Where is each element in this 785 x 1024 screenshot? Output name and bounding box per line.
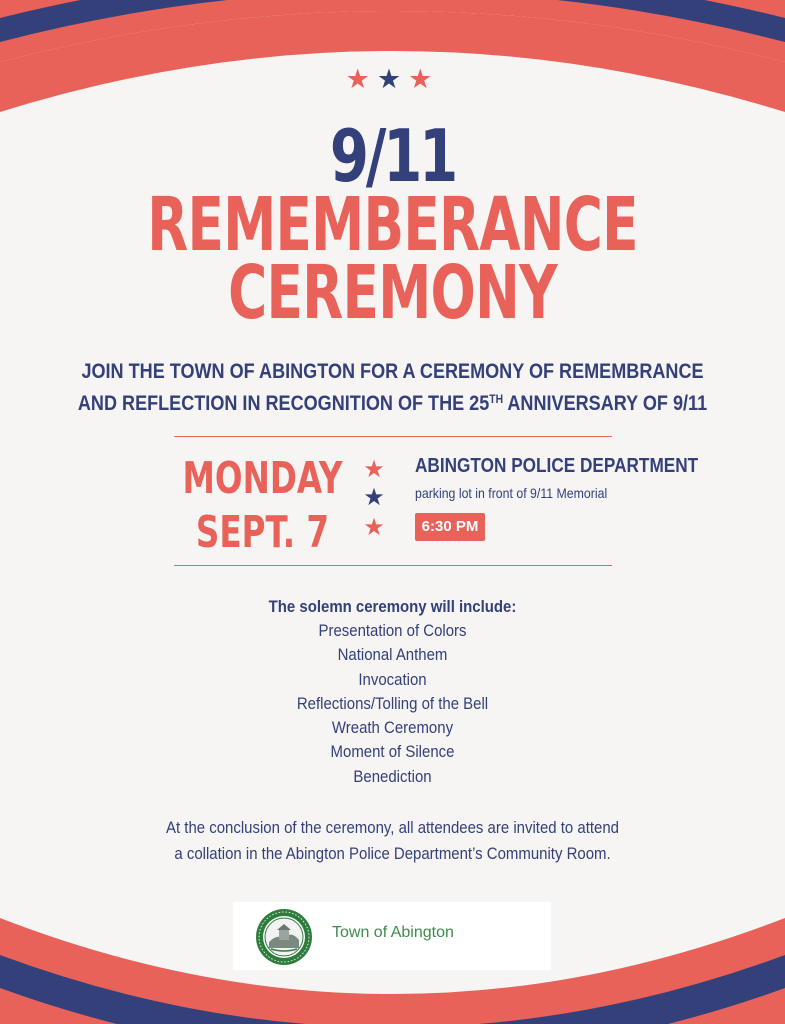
list-item: Invocation xyxy=(358,669,427,689)
closing-text xyxy=(47,815,738,867)
list-item: National Anthem xyxy=(337,645,448,665)
divider-bottom xyxy=(174,565,612,566)
title-ceremony: CEREMONY xyxy=(228,250,557,336)
star-icon: ★ xyxy=(363,514,385,541)
program-heading: The solemn ceremony will include: xyxy=(268,597,517,616)
venue-location: parking lot in front of 9/11 Memorial xyxy=(415,485,608,501)
star-icon: ★ xyxy=(363,456,385,483)
star-icon: ★ xyxy=(408,64,440,94)
event-day: MONDAY xyxy=(182,453,343,504)
list-item: Presentation of Colors xyxy=(318,621,467,640)
intro-text xyxy=(55,356,730,420)
top-stars xyxy=(0,66,785,93)
town-logo xyxy=(233,902,551,970)
event-date-text: SEPT. 7 xyxy=(195,507,330,558)
list-item: Wreath Ceremony xyxy=(331,718,454,738)
venue-name: ABINGTON POLICE DEPARTMENT xyxy=(415,455,699,477)
list-item: Reflections/Tolling of the Bell xyxy=(296,693,489,713)
time-badge: 6:30 PM xyxy=(415,513,485,541)
town-name: Town of Abington xyxy=(332,924,454,941)
star-icon: ★ xyxy=(345,64,377,94)
town-seal-icon xyxy=(255,908,313,966)
title-911: 9/11 xyxy=(329,114,456,198)
title-rememberance: REMEMBERANCE xyxy=(147,182,638,268)
list-item: Moment of Silence xyxy=(330,742,455,762)
divider-top xyxy=(174,436,612,437)
star-icon: ★ xyxy=(363,484,385,511)
program-list xyxy=(0,595,785,789)
event-date xyxy=(179,452,346,560)
closing-line-1: At the conclusion of the ceremony, all attendees are invited to attend xyxy=(166,818,619,837)
closing-line-2: a collation in the Abington Police Department’s Community Room. xyxy=(174,844,611,863)
intro-line-1: JOIN THE TOWN OF ABINGTON FOR A CEREMONY OF REMEMBRANCE xyxy=(81,360,704,383)
intro-line-2: AND REFLECTION IN RECOGNITION OF THE 25TH ANNIVERSARY OF 9/11 xyxy=(77,392,708,415)
star-icon: ★ xyxy=(376,64,409,94)
list-item: Benediction xyxy=(353,766,432,786)
